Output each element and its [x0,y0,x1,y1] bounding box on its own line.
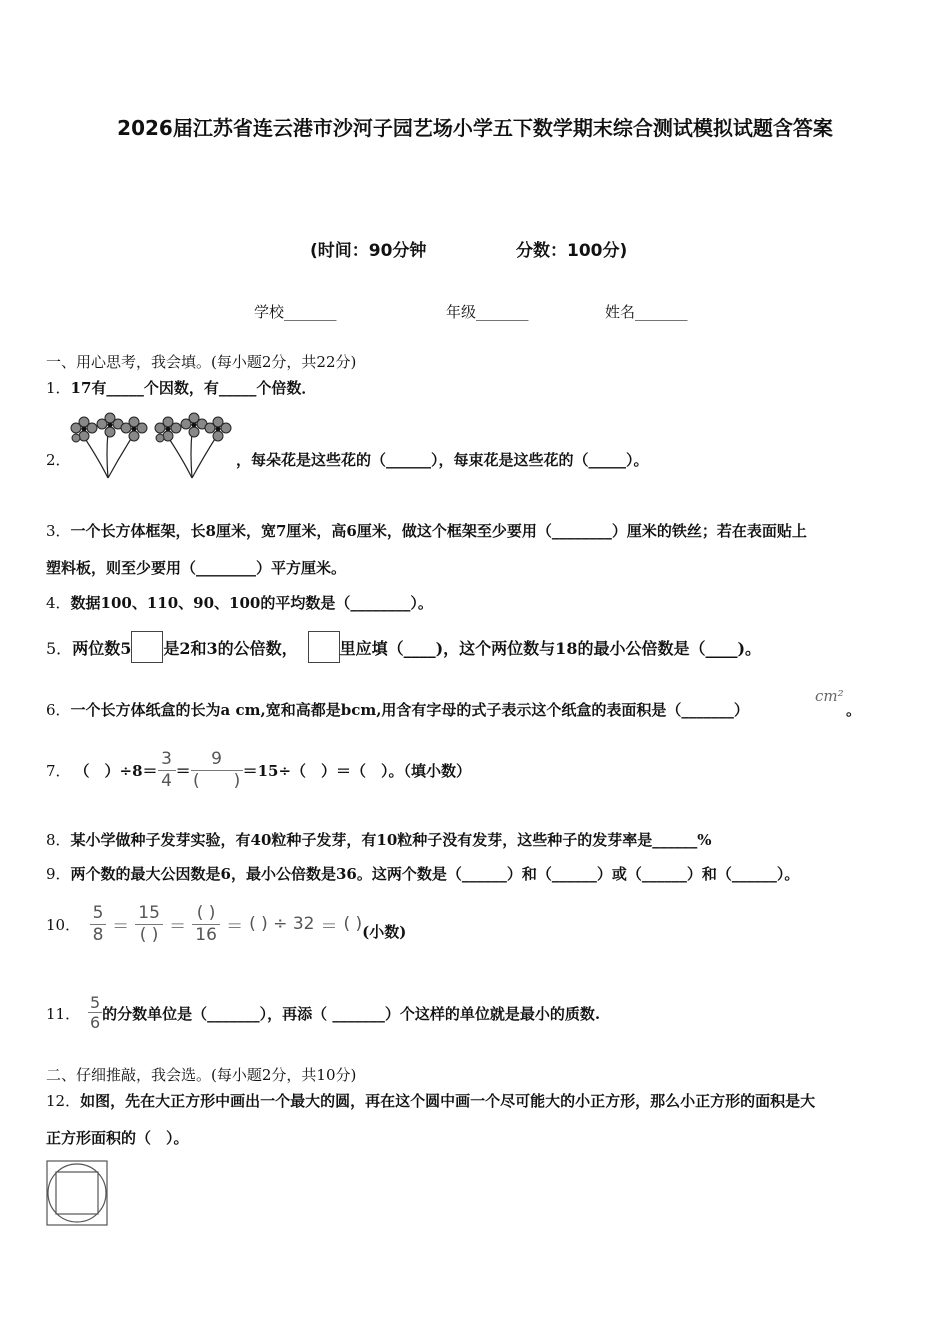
equals-sign: ＝ [169,916,187,937]
name-field: 姓名_______ [605,303,688,321]
question-number: 4． [46,594,71,612]
unit-cm2: cm² [815,687,844,705]
question-number: 12． [46,1092,81,1110]
question-11 [46,978,600,1032]
question-text: 如图，先在大正方形中画出一个最大的圆，再在这个圆中画一个尽可能大的小正方形，那么小正方形的面积是大 [80,1092,816,1110]
equals-sign: ＝ [320,916,338,937]
question-text-part: 里应填（____)，这个两位数与18的最小公倍数是（____)。 [339,639,762,658]
question-10 [46,896,406,952]
equals-sign: ＝ [112,916,130,937]
question-number: 8． [46,831,71,849]
question-text-part: ＝15÷（ ）＝（ ）。（填小数） [242,761,472,780]
question-text: 数据100、110、90、100的平均数是（________）。 [70,594,433,612]
question-7 [46,744,471,796]
fraction-9-blank [191,750,243,790]
question-text-part: 是2和3的公倍数， [163,639,298,658]
denominator: 16 [195,924,217,945]
question-12-line-2: 正方形面积的（ ）。 [46,1129,189,1147]
question-1 [46,377,316,398]
question-text: 的分数单位是（_______），再添（ _______）个这样的单位就是最小的质数. [102,1005,601,1023]
equals-sign: ＝ [226,916,244,937]
question-text-part: ＝ [175,761,191,780]
question-number: 5． [46,639,73,658]
question-9 [46,863,799,884]
numerator: 5 [90,992,101,1012]
denominator: 4 [161,770,172,791]
denominator: ( ) [139,924,159,945]
flower-bouquets-image [68,408,240,480]
question-number: 7． [46,761,71,780]
grade-field: 年级_______ [446,303,529,321]
numerator: 9 [211,748,222,769]
fraction-15-blank [135,904,163,944]
question-number: 1． [46,379,71,397]
section-1-heading: 一、用心思考，我会填。(每小题2分，共22分) [46,353,357,371]
section-2-heading: 二、仔细推敲，我会选。(每小题2分，共10分) [46,1066,357,1084]
question-text: 17有_____个因数，有_____个倍数． [70,379,317,397]
question-6 [46,699,749,720]
numerator: 5 [92,902,104,923]
question-5 [46,631,761,663]
denominator: ( ) [192,770,241,791]
question-number: 3． [46,522,71,540]
question-text-part: 两位数5 [72,639,132,658]
answer-box [131,631,163,663]
numerator: 3 [161,748,172,769]
question-text-part: （ ）÷8＝ [74,761,158,780]
question-text: 一个长方体框架，长8厘米，宽7厘米，高6厘米，做这个框架至少要用（________）厘米的铁丝；若在表面贴上 [70,522,807,540]
question-text: 一个长方体纸盒的长为a cm,宽和高都是bcm,用含有字母的式子表示这个纸盒的表面积是（_______） [70,701,749,719]
question-number: 11． [46,1005,81,1023]
document-title: 2026届江苏省连云港市沙河子园艺场小学五下数学期末综合测试模拟试题含答案 [117,116,833,140]
fraction-5-8 [90,904,106,944]
answer-box [308,631,340,663]
question-number: 2． [46,451,71,469]
square-circle-square-figure [46,1160,108,1226]
denominator: 8 [92,924,104,945]
division-expression: ( ) ÷ 32 [249,914,315,934]
decimal-note: (小数) [362,922,407,941]
question-text: 两个数的最大公因数是6，最小公倍数是36。这两个数是（______）和（______）或（______）和（______）。 [70,865,800,883]
denominator: 6 [90,1013,101,1033]
question-number: 6． [46,701,71,719]
question-12-line-1 [46,1090,815,1111]
fraction-blank-16 [192,904,220,944]
question-2-text: ，每朵花是这些花的（______），每束花是这些花的（_____）。 [236,451,649,469]
numerator: ( ) [196,902,216,923]
question-8 [46,829,712,850]
question-3-line-1 [46,520,807,541]
question-number: 9． [46,865,71,883]
question-3-line-2: 塑料板，则至少要用（________）平方厘米。 [46,559,347,577]
question-text: 某小学做种子发芽实验，有40粒种子发芽，有10粒种子没有发芽，这些种子的发芽率是______% [70,831,712,849]
school-field: 学校_______ [254,303,337,321]
question-6-end: 。 [846,701,862,719]
fraction-3-4 [158,750,176,790]
numerator: 15 [138,902,160,923]
question-2-number [46,449,71,470]
question-4 [46,592,433,613]
time-label: (时间：90分钟 [310,241,427,261]
question-number: 10． [46,915,81,934]
score-label: 分数：100分) [516,241,628,261]
decimal-blank: ( ) [343,914,363,934]
fraction-5-6 [88,994,102,1032]
